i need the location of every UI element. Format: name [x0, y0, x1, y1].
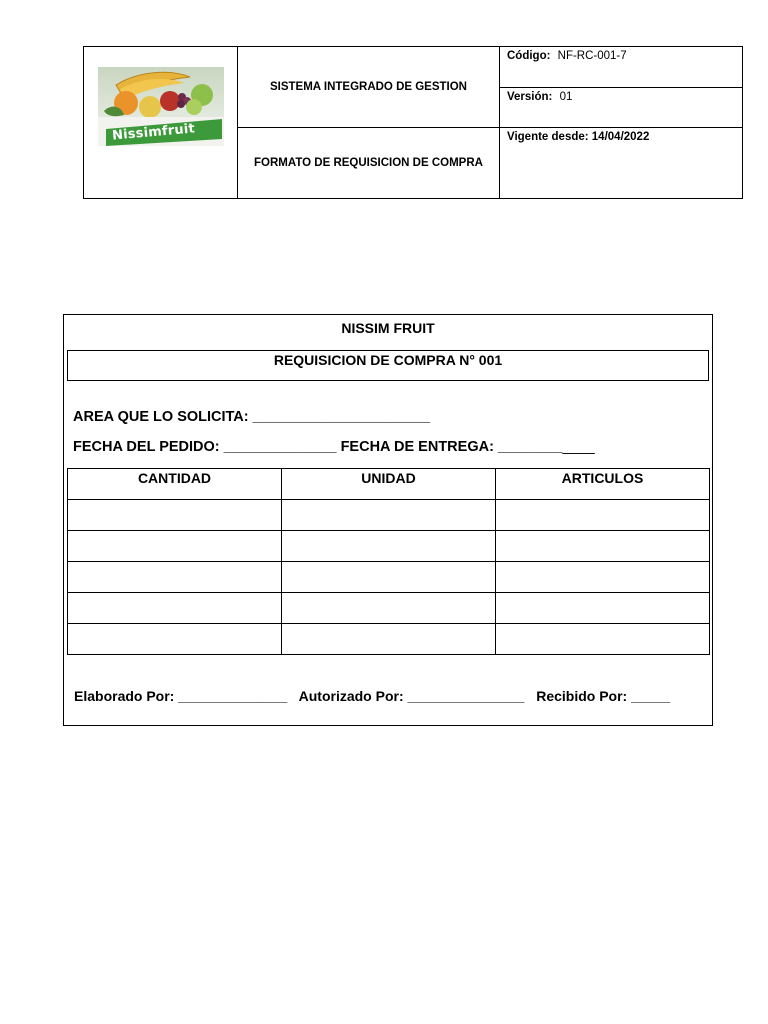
cantidad-cell[interactable]	[68, 562, 282, 593]
dates-field[interactable]	[73, 439, 595, 455]
table-row	[68, 593, 710, 624]
unidad-cell[interactable]	[282, 624, 496, 655]
cantidad-cell[interactable]	[68, 624, 282, 655]
articulos-cell[interactable]	[496, 531, 710, 562]
articulos-cell[interactable]	[496, 562, 710, 593]
items-header-row	[68, 469, 710, 500]
authorized-by-field[interactable]: Autorizado Por: _______________	[298, 688, 525, 704]
system-title: SISTEMA INTEGRADO DE GESTION	[269, 81, 467, 93]
system-title-cell	[238, 47, 500, 128]
cantidad-cell[interactable]	[68, 531, 282, 562]
articulos-cell[interactable]	[496, 593, 710, 624]
cantidad-cell[interactable]	[68, 593, 282, 624]
dates-line: FECHA DEL PEDIDO: ______________ FECHA DE ENTREGA: ________	[73, 439, 563, 455]
version-value: 01	[559, 91, 573, 103]
prepared-by-field[interactable]: Elaborado Por: ______________	[74, 688, 288, 704]
cantidad-cell[interactable]	[68, 500, 282, 531]
unidad-cell[interactable]	[282, 531, 496, 562]
code-value: NF-RC-001-7	[557, 50, 627, 62]
code-label: Código:	[507, 50, 551, 62]
unidad-cell[interactable]	[282, 562, 496, 593]
area-field[interactable]: AREA QUE LO SOLICITA: ______________________	[73, 409, 431, 425]
articulos-cell[interactable]	[496, 500, 710, 531]
articulos-cell[interactable]	[496, 624, 710, 655]
unidad-cell[interactable]	[282, 500, 496, 531]
valid-from: Vigente desde: 14/04/2022	[507, 131, 650, 143]
company-name: NISSIM FRUIT	[341, 320, 435, 336]
dates-line-tail: ____	[562, 439, 595, 455]
table-row	[68, 562, 710, 593]
header-articulos: ARTICULOS	[496, 469, 710, 500]
logo-cell	[84, 47, 238, 198]
company-logo	[98, 67, 224, 146]
logo-text: Nissimfruit	[111, 121, 196, 144]
unidad-cell[interactable]	[282, 593, 496, 624]
table-row	[68, 531, 710, 562]
format-title-cell	[238, 128, 500, 198]
items-table	[67, 468, 710, 655]
valid-from-cell	[500, 128, 742, 198]
document-header	[83, 46, 743, 199]
table-row	[68, 624, 710, 655]
received-by-field[interactable]: Recibido Por: _____	[536, 688, 671, 704]
signature-line	[74, 688, 678, 704]
version-cell	[500, 88, 742, 128]
table-row	[68, 500, 710, 531]
version-label: Versión:	[507, 91, 553, 103]
header-unidad: UNIDAD	[282, 469, 496, 500]
header-cantidad: CANTIDAD	[68, 469, 282, 500]
code-cell	[500, 47, 742, 88]
requisition-form	[63, 314, 713, 726]
requisition-title: REQUISICION DE COMPRA N° 001	[67, 350, 709, 381]
format-title: FORMATO DE REQUISICION DE COMPRA	[254, 157, 483, 169]
